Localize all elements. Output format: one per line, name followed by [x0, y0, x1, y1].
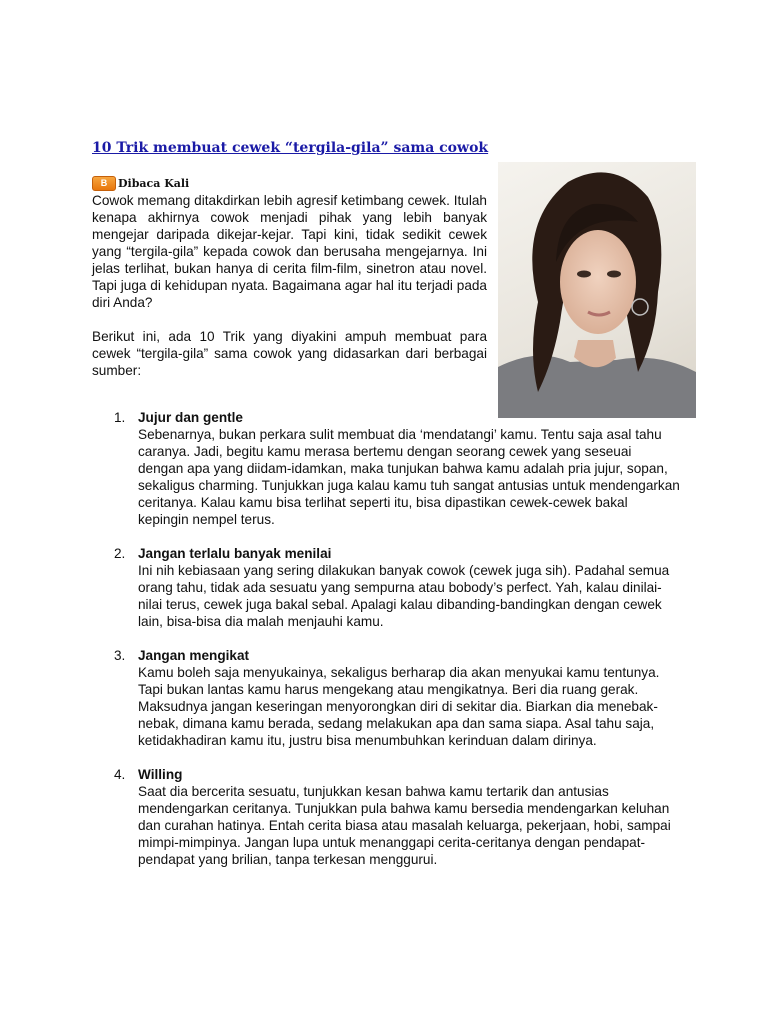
list-item: [114, 766, 680, 868]
item-number: 3.: [114, 648, 126, 663]
article-photo: [498, 162, 696, 418]
article-title-link[interactable]: 10 Trik membuat cewek “tergila-gila” sama cowok: [92, 140, 489, 156]
item-title: Jangan terlalu banyak menilai: [138, 546, 332, 561]
views-label: Dibaca Kali: [118, 176, 190, 190]
item-body: Ini nih kebiasaan yang sering dilakukan banyak cowok (cewek juga sih). Padahal semua orang tahu, tidak ada sesuatu yang sempurna atau bobody’s perfect. Yah, kalau dinilai-nilai terus, cewek juga bakal sebal. Apalagi kalau dibanding-bandingkan dengan cewek lain, bisa-bisa dia malah menjauhi kamu.: [138, 563, 670, 629]
list-item: [114, 545, 680, 630]
tips-list: [114, 409, 680, 885]
item-number: 4.: [114, 767, 126, 782]
item-body: Saat dia bercerita sesuatu, tunjukkan kesan bahwa kamu tertarik dan antusias mendengarkan ceritanya. Tunjukkan pula bahwa kamu bersedia mendengarkan keluhan dan curahan hatinya. Entah cerita biasa atau masalah keluarga, pekerjaan, hobi, sampai mimpi-mimpinya. Jangan lupa untuk menanggapi cerita-ceritanya dengan pendapat-pendapat yang brilian, tanpa terkesan menggurui.: [138, 784, 671, 867]
item-body: Kamu boleh saja menyukainya, sekaligus berharap dia akan menyukai kamu tentunya. Tapi bukan lantas kamu harus mengekang atau mengikatnya. Beri dia ruang gerak. Maksudnya jangan keseringan menyorongkan diri di sekitar dia. Biarkan dia menebak-nebak, dimana kamu berada, sedang melakukan apa dan sama siapa. Asal tahu saja, ketidakhadiran kamu itu, justru bisa menumbuhkan kerinduan dalam dirinya.: [138, 665, 660, 748]
item-title: Jangan mengikat: [138, 648, 250, 663]
item-title: Willing: [138, 767, 183, 782]
item-number: 2.: [114, 546, 126, 561]
list-item: [114, 647, 680, 749]
item-body: Sebenarnya, bukan perkara sulit membuat dia ‘mendatangi’ kamu. Tentu saja asal tahu caranya. Jadi, begitu kamu merasa bertemu dengan seorang cewek yang seseuai dengan apa yang diidam-idamkan, maka tunjukan bahwa kamu adalah pria jujur, sopan, sekaligus charming. Tunjukkan juga kalau kamu tuh sangat antusias untuk mendengarkan ceritanya. Kalau kamu bisa terlihat seperti itu, bisa dipastikan cewek-cewek bakal kepingin nempel terus.: [138, 427, 680, 527]
intro-paragraph: Cowok memang ditakdirkan lebih agresif ketimbang cewek. Itulah kenapa akhirnya cowok menjadi pihak yang lebih banyak mengejar daripada dikejar-kejar. Tapi kini, tidak sedikit cewek yang “tergila-gila” kepada cowok dan berusaha mengejarnya. Ini jelas terlihat, bukan hanya di cerita film-film, sinetron atau novel. Tapi juga di kehidupan nyata. Bagaimana agar hal itu terjadi pada diri Anda?: [92, 193, 487, 310]
blogger-icon: B: [92, 176, 116, 191]
intro-paragraph: Berikut ini, ada 10 Trik yang diyakini ampuh membuat para cewek “tergila-gila” sama cowok yang didasarkan dari berbagai sumber:: [92, 329, 487, 378]
list-item: [114, 409, 680, 528]
item-title: Jujur dan gentle: [138, 410, 243, 425]
view-counter: [92, 175, 189, 191]
item-number: 1.: [114, 410, 126, 425]
article-intro: [92, 192, 487, 396]
